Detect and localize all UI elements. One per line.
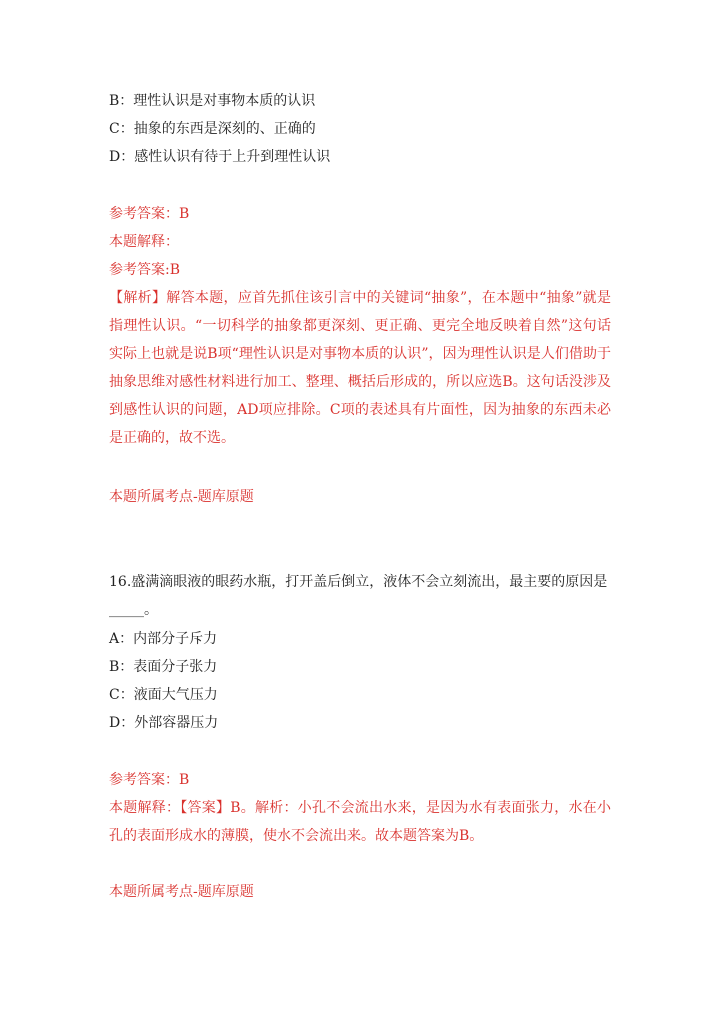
q15-option-b: B：理性认识是对事物本质的认识: [109, 93, 316, 109]
q16-option-b: B：表面分子张力: [109, 659, 218, 675]
q15-category: 本题所属考点-题库原题: [109, 489, 254, 505]
q16-explanation: 本题解释：【答案】B。解析：小孔不会流出水来，是因为水有表面张力，水在小孔的表面形成水的薄膜，使水不会流出来。故本题答案为B。: [109, 800, 611, 844]
q16-stem: 16.盛满滴眼液的眼药水瓶，打开盖后倒立，液体不会立刻流出，最主要的原因是_____。: [109, 574, 608, 618]
q16-option-c: C：液面大气压力: [109, 687, 218, 703]
q15-option-c: C：抽象的东西是深刻的、正确的: [109, 121, 316, 137]
q15-explanation: 【解析】解答本题，应首先抓住该引言中的关键词“抽象”，在本题中“抽象”就是指理性认识。“一切科学的抽象都更深刻、更正确、更完全地反映着自然”这句话实际上也就是说B项“理性认识是对事物本质的认识”，因为理性认识是人们借助于抽象思维对感性材料进行加工、整理、概括后形成的，所以应选B。这句话没涉及到感性认识的问题，AD项应排除。C项的表述具有片面性，因为抽象的东西未必是正确的，故不选。: [109, 290, 611, 446]
q15-answer-repeat: 参考答案:B: [109, 262, 181, 278]
q15-explanation-label: 本题解释：: [109, 234, 179, 250]
q16-answer: 参考答案：B: [109, 772, 190, 788]
q15-option-d: D：感性认识有待于上升到理性认识: [109, 149, 331, 165]
q15-answer: 参考答案：B: [109, 206, 190, 222]
q16-option-d: D：外部容器压力: [109, 715, 219, 731]
q16-option-a: A：内部分子斥力: [109, 631, 218, 647]
q16-category: 本题所属考点-题库原题: [109, 884, 254, 900]
